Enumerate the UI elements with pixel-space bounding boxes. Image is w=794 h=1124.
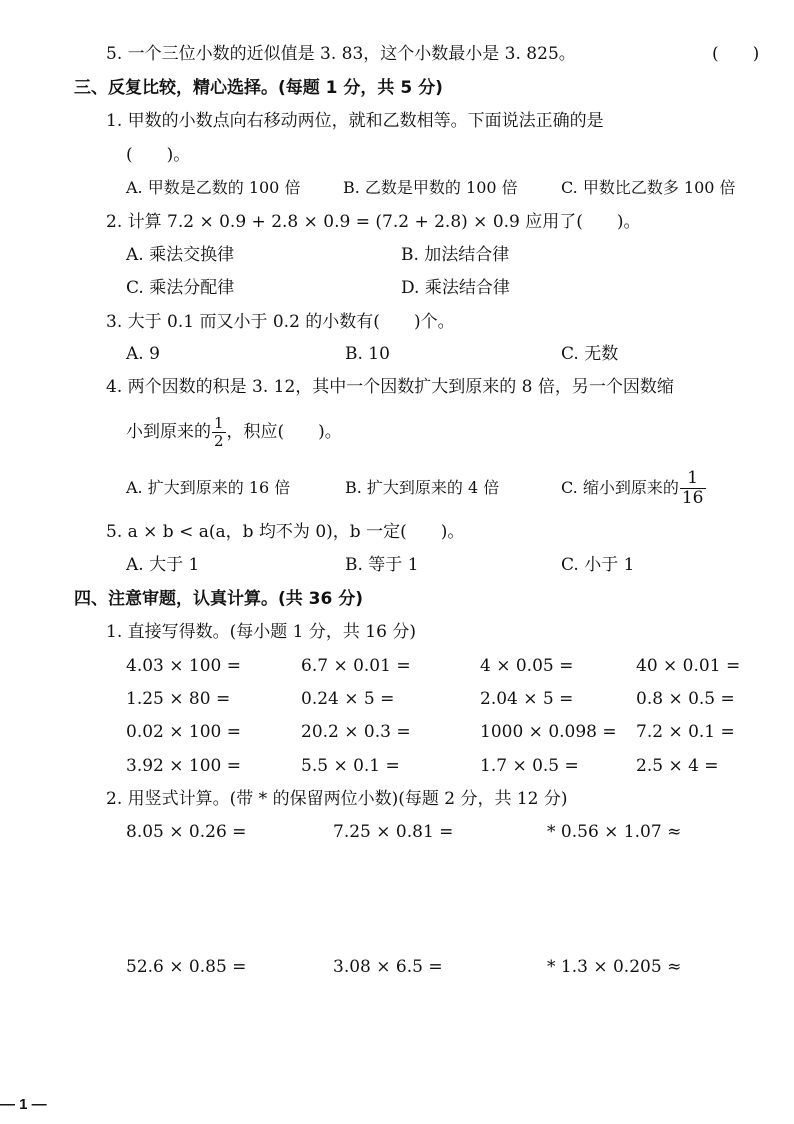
calc-item[interactable]: 5.5 × 0.1 = xyxy=(301,756,400,776)
fraction-one-half xyxy=(212,416,226,449)
fraction-numerator: 1 xyxy=(680,470,706,489)
choice-q5: 5. a × b < a(a，b 均不为 0)，b 一定( )。 xyxy=(106,522,465,542)
fraction-numerator: 1 xyxy=(214,414,224,432)
q4-option-c-prefix: C. 缩小到原来的 xyxy=(561,478,679,497)
calc-item[interactable]: 2.04 × 5 = xyxy=(480,689,574,709)
part-2-title: 2. 用竖式计算。(带 * 的保留两位小数)(每题 2 分，共 12 分) xyxy=(106,789,568,809)
q2-option-a[interactable]: A. 乘法交换律 xyxy=(126,245,235,265)
section-3-heading: 三、反复比较，精心选择。(每题 1 分，共 5 分) xyxy=(74,78,443,98)
fraction-denominator: 2 xyxy=(214,432,224,450)
calc-item[interactable]: 20.2 × 0.3 = xyxy=(301,722,411,742)
q1-option-a[interactable]: A. 甲数是乙数的 100 倍 xyxy=(126,178,301,197)
q4-option-c[interactable] xyxy=(561,466,707,510)
choice-q4-line1: 4. 两个因数的积是 3. 12，其中一个因数扩大到原来的 8 倍，另一个因数缩 xyxy=(106,377,674,397)
q4-line2-suffix: ，积应( )。 xyxy=(226,422,342,442)
page-number: — 1 — xyxy=(0,1096,47,1113)
calc-item[interactable]: 0.8 × 0.5 = xyxy=(636,689,735,709)
q1-option-c[interactable]: C. 甲数比乙数多 100 倍 xyxy=(561,178,736,197)
q5-option-c[interactable]: C. 小于 1 xyxy=(561,555,635,575)
vertical-calc-item[interactable]: 8.05 × 0.26 = xyxy=(126,822,247,842)
q5-option-a[interactable]: A. 大于 1 xyxy=(126,555,200,575)
q3-option-c[interactable]: C. 无数 xyxy=(561,344,619,364)
calc-item[interactable]: 7.2 × 0.1 = xyxy=(636,722,735,742)
choice-q2: 2. 计算 7.2 × 0.9 + 2.8 × 0.9 = (7.2 + 2.8) × 0.9 应用了( )。 xyxy=(106,212,641,232)
calc-item[interactable]: 1000 × 0.098 = xyxy=(480,722,617,742)
calc-item[interactable]: 3.92 × 100 = xyxy=(126,756,241,776)
calc-item[interactable]: 1.25 × 80 = xyxy=(126,689,231,709)
calc-item[interactable]: 0.02 × 100 = xyxy=(126,722,241,742)
q2-option-d[interactable]: D. 乘法结合律 xyxy=(401,278,510,298)
calc-item[interactable]: 6.7 × 0.01 = xyxy=(301,656,411,676)
part-1-title: 1. 直接写得数。(每小题 1 分，共 16 分) xyxy=(106,622,416,642)
q3-option-b[interactable]: B. 10 xyxy=(345,344,390,364)
q2-option-b[interactable]: B. 加法结合律 xyxy=(401,245,510,265)
calc-item[interactable]: 1.7 × 0.5 = xyxy=(480,756,579,776)
q5-option-b[interactable]: B. 等于 1 xyxy=(345,555,419,575)
choice-q4-line2 xyxy=(126,410,342,454)
answer-paren[interactable]: ( ) xyxy=(712,44,760,64)
fraction-denominator: 16 xyxy=(681,488,704,508)
vertical-calc-item[interactable]: * 1.3 × 0.205 ≈ xyxy=(547,957,682,977)
vertical-calc-item[interactable]: 52.6 × 0.85 = xyxy=(126,957,247,977)
q1-option-b[interactable]: B. 乙数是甲数的 100 倍 xyxy=(343,178,518,197)
vertical-calc-item[interactable]: * 0.56 × 1.07 ≈ xyxy=(547,822,682,842)
q4-option-a[interactable]: A. 扩大到原来的 16 倍 xyxy=(126,478,291,497)
choice-q3: 3. 大于 0.1 而又小于 0.2 的小数有( )个。 xyxy=(106,312,455,332)
calc-item[interactable]: 40 × 0.01 = xyxy=(636,656,741,676)
q4-option-b[interactable]: B. 扩大到原来的 4 倍 xyxy=(345,478,500,497)
q4-line2-prefix: 小到原来的 xyxy=(126,422,211,442)
vertical-calc-item[interactable]: 3.08 × 6.5 = xyxy=(333,957,443,977)
fraction-one-sixteenth xyxy=(680,470,706,507)
calc-item[interactable]: 2.5 × 4 = xyxy=(636,756,719,776)
tf-question-5: 5. 一个三位小数的近似值是 3. 83，这个小数最小是 3. 825。 xyxy=(106,44,576,64)
calc-item[interactable]: 4 × 0.05 = xyxy=(480,656,574,676)
calc-item[interactable]: 4.03 × 100 = xyxy=(126,656,241,676)
choice-q1-line2: ( )。 xyxy=(126,145,191,165)
vertical-calc-item[interactable]: 7.25 × 0.81 = xyxy=(333,822,454,842)
choice-q1-line1: 1. 甲数的小数点向右移动两位，就和乙数相等。下面说法正确的是 xyxy=(106,111,604,131)
section-4-heading: 四、注意审题，认真计算。(共 36 分) xyxy=(74,589,364,609)
q2-option-c[interactable]: C. 乘法分配律 xyxy=(126,278,235,298)
q3-option-a[interactable]: A. 9 xyxy=(126,344,160,364)
calc-item[interactable]: 0.24 × 5 = xyxy=(301,689,395,709)
